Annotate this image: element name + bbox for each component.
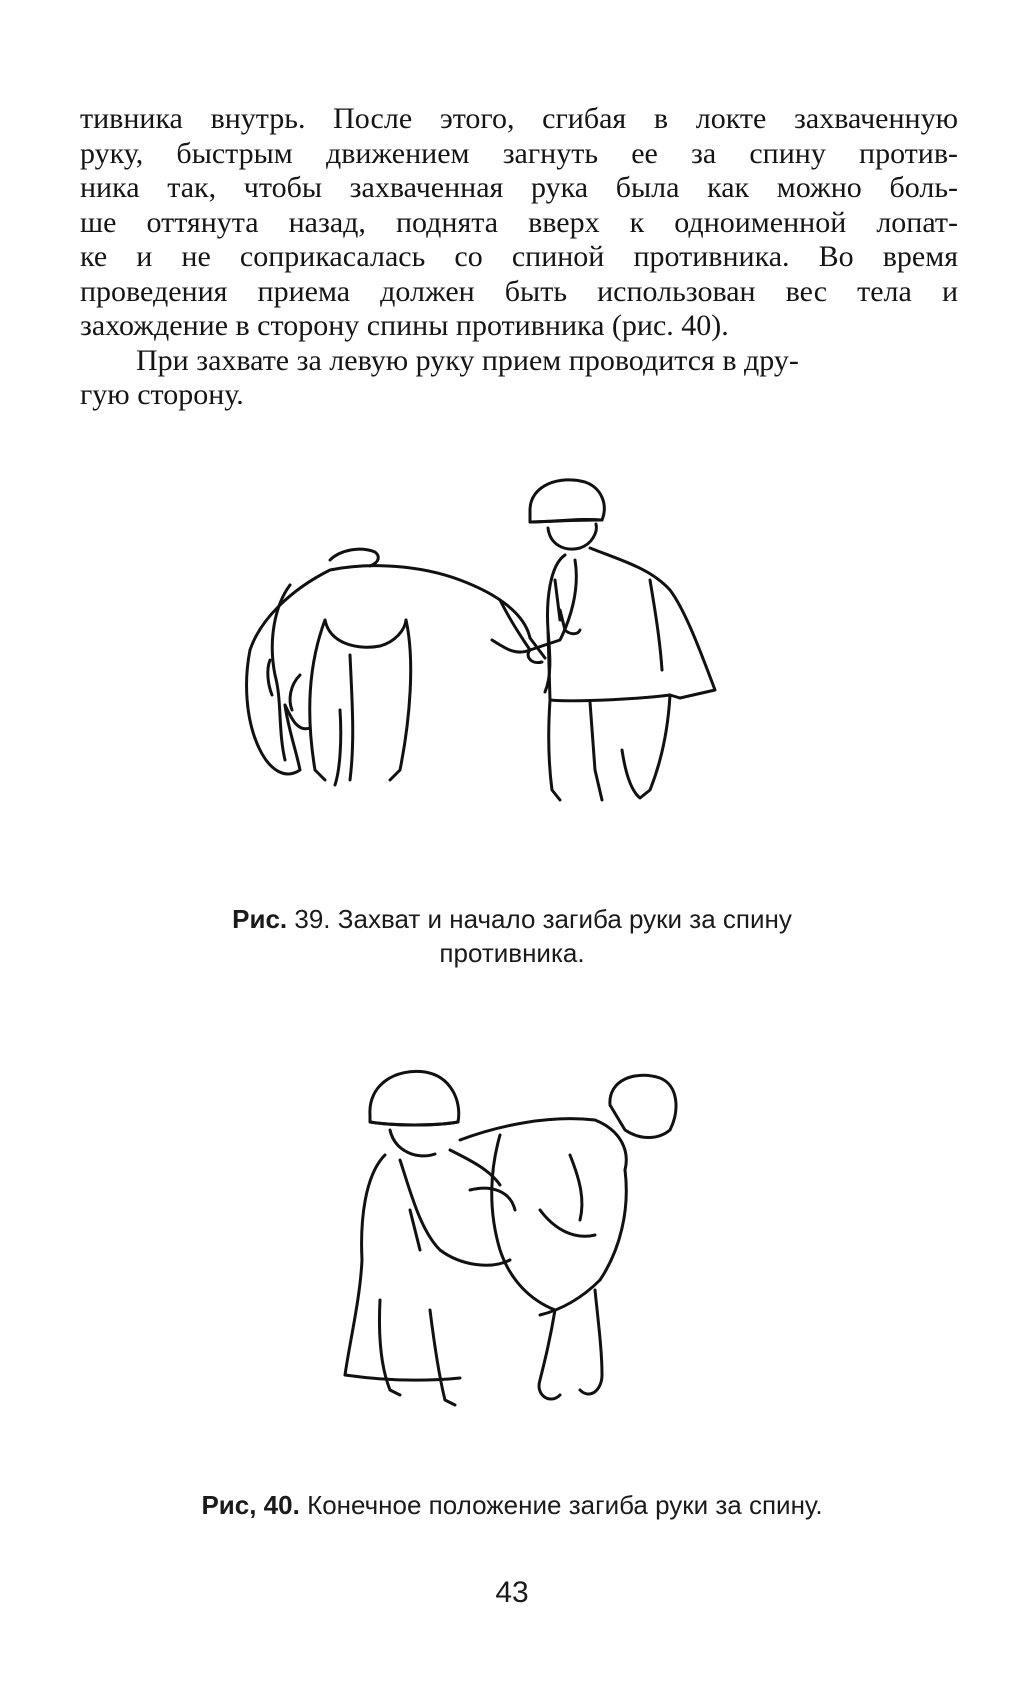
caption-number: 39. [294, 904, 331, 934]
page-number: 43 [495, 1576, 529, 1609]
figure-40-caption [60, 1488, 964, 1522]
text-line: ника так, чтобы захваченная рука была как можно боль- [80, 171, 958, 204]
text-line: ше оттянута назад, поднята вверх к одноименной лопат- [80, 205, 958, 239]
text-line: ке и не соприкасалась со спиной противника. Во время [80, 240, 958, 273]
text-line: захождение в сторону спины противника (рис. 40). [80, 309, 729, 342]
caption-line-1 [60, 902, 964, 936]
text-line: руку, быстрым движением загнуть ее за спину против- [80, 136, 958, 170]
caption-line-2: противника. [439, 938, 585, 968]
caption-text: Конечное положение загиба руки за спину. [307, 1490, 823, 1520]
text-line: При захвате за левую руку прием проводится в дру- [136, 343, 799, 377]
text-line: проведения приема должен быть использован вес тела и [80, 274, 958, 308]
caption-label: Рис. [232, 904, 288, 934]
figure-39-illustration [230, 470, 790, 860]
figure-39-caption [60, 902, 964, 970]
caption-text: Захват и начало загиба руки за спину [337, 904, 792, 934]
text-line: тивника внутрь. После этого, сгибая в локте захваченную [80, 102, 958, 135]
caption-label: Рис, 40. [201, 1490, 300, 1520]
text-line: гую сторону. [80, 378, 244, 411]
figure-40-illustration [340, 1060, 730, 1460]
body-text [80, 102, 958, 413]
